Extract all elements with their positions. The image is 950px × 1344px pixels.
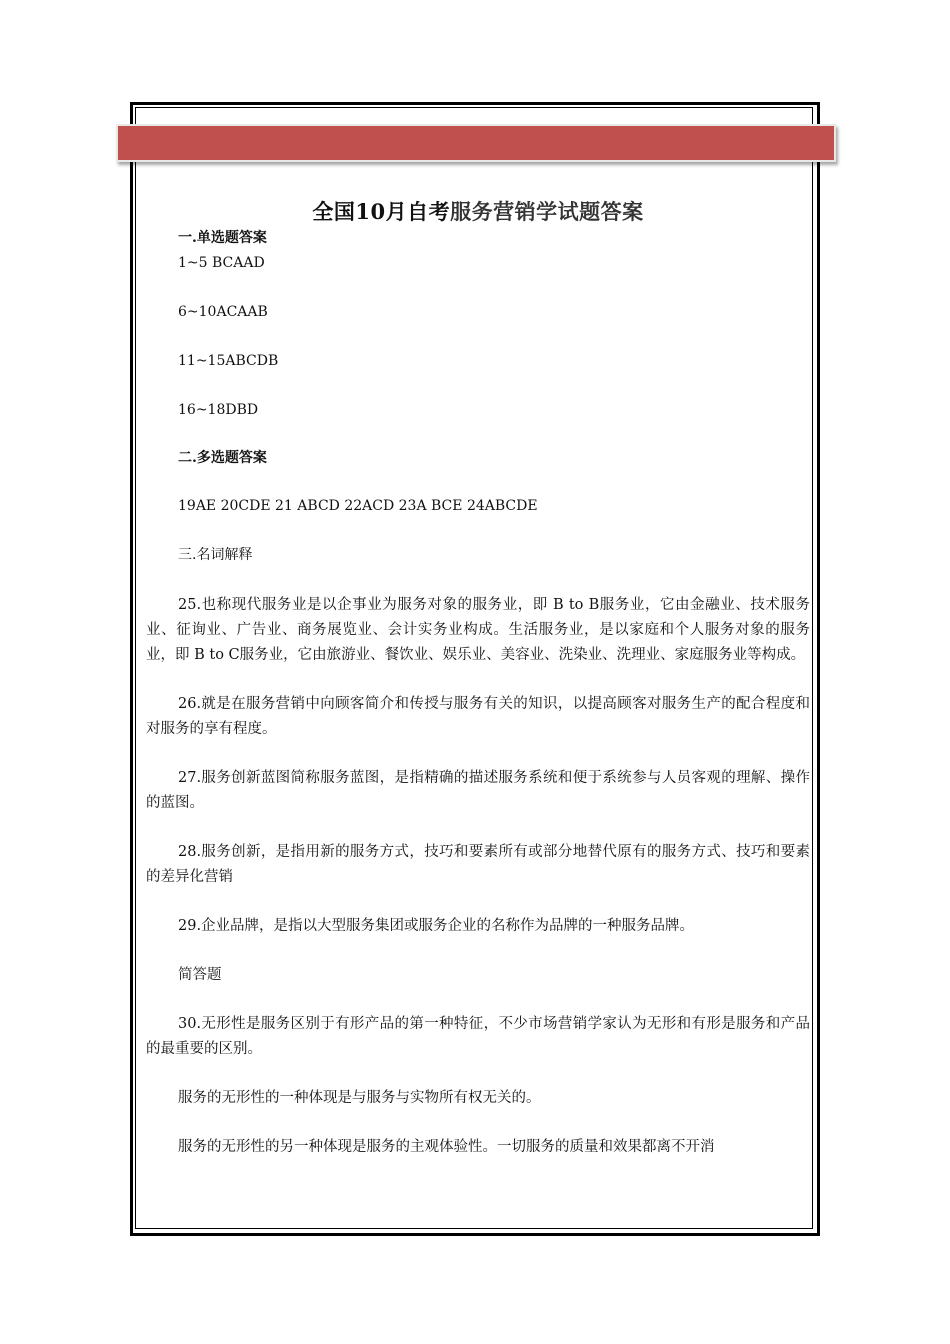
answer-line: 16~18DBD bbox=[178, 402, 259, 418]
paragraph-29: 29.企业品牌，是指以大型服务集团或服务企业的名称作为品牌的一种服务品牌。 bbox=[178, 918, 695, 934]
answer-line: 6~10ACAAB bbox=[178, 304, 268, 320]
section-heading-multiple-choice: 二.多选题答案 bbox=[178, 450, 267, 466]
section-heading-single-choice: 一.单选题答案 bbox=[178, 230, 267, 246]
section-heading-terms: 三.名词解释 bbox=[178, 547, 253, 563]
paragraph-30: 30.无形性是服务区别于有形产品的第一种特征，不少市场营销学家认为无形和有形是服务和产品的最重要的区别。 bbox=[146, 1016, 810, 1057]
paragraph-28: 28.服务创新，是指用新的服务方式，技巧和要素所有或部分地替代原有的服务方式、技巧和要素的差异化营销 bbox=[146, 844, 810, 885]
document-body bbox=[146, 196, 810, 1226]
header-banner bbox=[116, 124, 836, 162]
document-title bbox=[146, 196, 810, 228]
answer-line: 19AE 20CDE 21 ABCD 22ACD 23A BCE 24ABCDE bbox=[178, 498, 538, 514]
paragraph-26: 26.就是在服务营销中向顾客简介和传授与服务有关的知识，以提高顾客对服务生产的配合程度和对服务的享有程度。 bbox=[146, 696, 810, 737]
paragraph-27: 27.服务创新蓝图简称服务蓝图，是指精确的描述服务系统和便于系统参与人员客观的理解、操作的蓝图。 bbox=[146, 770, 810, 811]
answer-line: 11~15ABCDB bbox=[178, 353, 279, 369]
paragraph-25: 25.也称现代服务业是以企事业为服务对象的服务业，即 B to B服务业，它由金融业、技术服务业、征询业、广告业、商务展览业、会计实务业构成。生活服务业，是以家庭和个人服务对象的服务业，即 B to C服务业，它由旅游业、餐饮业、娱乐业、美容业、洗染业、洗理业、家庭服务业等构成。 bbox=[146, 597, 810, 663]
paragraph-30-c: 服务的无形性的另一种体现是服务的主观体验性。一切服务的质量和效果都离不开消 bbox=[178, 1139, 715, 1155]
title-rest: 服务营销学试题答案 bbox=[450, 199, 644, 224]
section-heading-short-answer: 简答题 bbox=[178, 967, 222, 983]
answer-line: 1~5 BCAAD bbox=[178, 255, 265, 271]
paragraph-30-b: 服务的无形性的一种体现是与服务与实物所有权无关的。 bbox=[178, 1090, 541, 1106]
title-main: 全国10月自考 bbox=[312, 199, 451, 224]
